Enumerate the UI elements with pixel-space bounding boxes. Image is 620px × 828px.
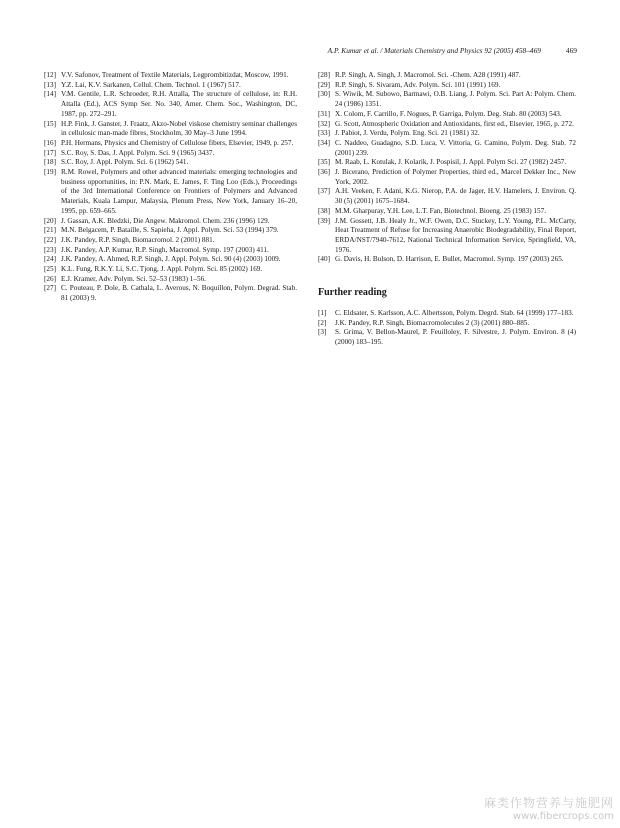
- running-title: A.P. Kumar et al. / Materials Chemistry and Physics 92 (2005) 458–469: [327, 46, 541, 55]
- right-column: [318, 71, 576, 348]
- reference-number: [34]: [318, 138, 330, 147]
- watermark-chinese: 麻类作物营养与施肥网: [483, 796, 614, 810]
- reference-number: [27]: [44, 284, 56, 293]
- reference-text: J. Pabiot, J. Verdu, Polym. Eng. Sci. 21 (1981) 32.: [335, 129, 480, 138]
- reference-text: S.C. Roy, J. Appl. Polym. Sci. 6 (1962) 541.: [61, 158, 189, 167]
- reference-text: R.P. Singh, A. Singh, J. Macromol. Sci. -Chem. A28 (1991) 487.: [335, 71, 521, 79]
- reference-item: [44, 275, 297, 285]
- reference-item: [318, 168, 576, 187]
- reference-number: [24]: [44, 255, 56, 264]
- reference-item: [44, 120, 297, 139]
- reference-item: [44, 90, 297, 119]
- watermark-url: www.fibercrops.com: [512, 811, 614, 822]
- reference-item: [44, 149, 297, 159]
- reference-text: J.K. Pandey, A. Ahmed, R.P. Singh, J. Appl. Polym. Sci. 90 (4) (2003) 1009.: [61, 255, 281, 264]
- reference-text: J.K. Pandey, R.P. Singh, Biomacromolecules 2 (3) (2001) 880–885.: [335, 318, 530, 327]
- reference-item: [318, 139, 576, 158]
- reference-item: [318, 129, 576, 139]
- reference-number: [14]: [44, 90, 56, 99]
- reference-text: G. Scott, Atmospheric Oxidation and Antioxidants, first ed., Elsevier, 1965, p. 272.: [335, 119, 574, 128]
- reference-item: [318, 110, 576, 120]
- reference-number: [40]: [318, 255, 330, 264]
- reference-number: [3]: [318, 328, 327, 337]
- reference-number: [2]: [318, 318, 327, 327]
- reference-number: [25]: [44, 265, 56, 274]
- reference-number: [26]: [44, 274, 56, 283]
- page-header: [44, 46, 577, 58]
- reference-item: [44, 236, 297, 246]
- reference-number: [1]: [318, 309, 327, 318]
- reference-text: S.C. Roy, S. Das, J. Appl. Polym. Sci. 9 (1965) 3437.: [61, 148, 215, 157]
- reference-number: [21]: [44, 226, 56, 235]
- reference-item: [44, 255, 297, 265]
- reference-text: R.M. Rowel, Polymers and other advanced materials: emerging technologies and business opportunities, in: P.N. Mark, E. James, F. Ting Loo (Eds.), Proceedings of the 3rd International Conference on Frontiers of Polymers and Advanced Materials, Kuala Lampur, Malaysia, Plenum Press, New York, January 16–20, 1995, pp. 659–665.: [61, 168, 297, 215]
- reference-item: [318, 319, 576, 329]
- reference-item: [44, 168, 297, 217]
- reference-item: [318, 187, 576, 206]
- reference-item: [318, 255, 576, 265]
- reference-text: M.N. Belgacem, P. Bataille, S. Sapieha, J. Appl. Polym. Sci. 53 (1994) 379.: [61, 226, 279, 235]
- further-reading-title: Further reading: [318, 287, 387, 299]
- reference-text: M.M. Gharpuray, Y.H. Lee, L.T. Fan, Biotechnol. Bioeng. 25 (1983) 157.: [335, 206, 546, 215]
- reference-text: J.M. Gossett, J.B. Healy Jr., W.F. Owen, D.C. Stuckey, L.Y. Young, P.L. McCarty, Heat Treatment of Refuse for Increasing Anaerobic Biodegradability, Final Report, ERDA/NST/7940-7612, National Technical Information Service, Springfield, VA, 1976.: [335, 216, 576, 254]
- reference-number: [31]: [318, 109, 330, 118]
- reference-item: [318, 81, 576, 91]
- reference-item: [318, 90, 576, 109]
- reference-text: J. Bicerano, Prediction of Polymer Properties, third ed., Marcel Dekker Inc., New York, 2002.: [335, 168, 576, 186]
- reference-number: [29]: [318, 80, 330, 89]
- reference-item: [44, 217, 297, 227]
- reference-number: [13]: [44, 80, 56, 89]
- reference-item: [318, 217, 576, 256]
- reference-text: Y.Z. Lai, K.V. Sarkanen, Cellul. Chem. Technol. 1 (1967) 517.: [61, 80, 241, 89]
- reference-number: [38]: [318, 206, 330, 215]
- reference-item: [318, 71, 576, 81]
- reference-text: R.P. Singh, S. Sivaram, Adv. Polym. Sci. 101 (1991) 169.: [335, 80, 501, 89]
- reference-number: [18]: [44, 158, 56, 167]
- reference-text: P.H. Hermans, Physics and Chemistry of Cellulose fibers, Elsevier, 1949, p. 257.: [61, 138, 294, 147]
- reference-number: [32]: [318, 119, 330, 128]
- page-number: 469: [565, 46, 577, 55]
- reference-number: [35]: [318, 158, 330, 167]
- reference-text: V.M. Gentile, L.R. Schroeder, R.H. Attalla, The structure of cellulose, in: R.H. Attalla (Ed.), ACS Symp Ser. No. 340, Amer. Chem. Soc., Washington, DC, 1987, pp. 272–291.: [61, 90, 297, 118]
- reference-number: [39]: [318, 216, 330, 225]
- reference-number: [28]: [318, 71, 330, 79]
- reference-item: [318, 207, 576, 217]
- reference-text: C. Eldsater, S. Karlsson, A.C. Albertsson, Polym. Degrd. Stab. 64 (1999) 177–183.: [335, 309, 574, 318]
- reference-item: [318, 120, 576, 130]
- reference-number: [12]: [44, 71, 56, 79]
- reference-number: [33]: [318, 129, 330, 138]
- reference-text: S. Wiwik, M. Subowo, Barmawi, O.B. Liang, J. Polym. Sci. Part A: Polym. Chem. 24 (1986) 1351.: [335, 90, 576, 109]
- reference-number: [20]: [44, 216, 56, 225]
- reference-number: [17]: [44, 148, 56, 157]
- watermark: [484, 794, 614, 822]
- reference-text: K.L. Fung, R.K.Y. Li, S.C. Tjong, J. Appl. Polym. Sci. 85 (2002) 169.: [61, 265, 263, 274]
- reference-list-right: [318, 71, 576, 265]
- reference-item: [44, 158, 297, 168]
- reference-item: [44, 265, 297, 275]
- reference-text: J.K. Pandey, R.P. Singh, Biomacromol. 2 (2001) 881.: [61, 235, 215, 244]
- reference-text: E.J. Kramer, Adv. Polym. Sci. 52–53 (1983) 1–56.: [61, 274, 206, 283]
- reference-item: [44, 284, 297, 303]
- reference-number: [22]: [44, 235, 56, 244]
- reference-item: [44, 246, 297, 256]
- reference-number: [19]: [44, 168, 56, 177]
- reference-number: [36]: [318, 168, 330, 177]
- reference-item: [318, 158, 576, 168]
- reference-text: J. Gassan, A.K. Bledzki, Die Angew. Makromol. Chem. 236 (1996) 129.: [61, 216, 270, 225]
- reference-number: [16]: [44, 138, 56, 147]
- reference-item: [318, 309, 576, 319]
- reference-item: [44, 139, 297, 149]
- reference-item: [44, 81, 297, 91]
- reference-text: M. Raab, L. Kotulak, J. Kolarik, J. Pospisil, J. Appl. Polym Sci. 27 (1982) 2457.: [335, 158, 567, 167]
- reference-item: [318, 328, 576, 347]
- reference-number: [30]: [318, 90, 330, 99]
- reference-text: H.P. Fink, J. Ganster, J. Fraatz, Akzo-Nobel viskose chemistry seminar challenges in cellulosic man-made fibres, Stockholm, 30 May–3 June 1994.: [61, 119, 297, 138]
- reference-item: [44, 226, 297, 236]
- reference-item: [44, 71, 297, 81]
- reference-number: [23]: [44, 245, 56, 254]
- reference-number: [15]: [44, 119, 56, 128]
- reference-text: A.H. Veeken, F. Adani, K.G. Nierop, P.A. de Jager, H.V. Hamelers, J. Environ. Q. 30 (5) (2001) 1675–1684.: [335, 187, 576, 206]
- reference-text: X. Colom, F. Carrillo, F. Nogues, P. Garriga, Polym. Deg. Stab. 80 (2003) 543.: [335, 109, 562, 118]
- reference-text: G. Davis, H. Bulson, D. Harrison, E. Bullet, Macromol. Symp. 197 (2003) 265.: [335, 255, 564, 264]
- reference-text: C. Naddeo, Guadagno, S.D. Luca, V. Vittoria, G. Camino, Polym. Deg. Stab. 72 (2001) 239.: [335, 138, 576, 157]
- reference-text: S. Grima, V. Bellon-Maurel, P. Feuilloley, F. Silvestre, J. Polym. Environ. 8 (4) (2000) 183–195.: [335, 328, 576, 347]
- further-reading-list: [318, 309, 576, 348]
- reference-text: V.V. Safonov, Treatment of Textile Materials, Legprombitizdat, Moscow, 1991.: [61, 71, 289, 79]
- reference-text: J.K. Pandey, A.P. Kumar, R.P. Singh, Macromol. Symp. 197 (2003) 411.: [61, 245, 269, 254]
- reference-text: C. Pouteau, P. Dole, B. Cathala, L. Averous, N. Boquillon, Polym. Degrad. Stab. 81 (2003) 9.: [61, 284, 297, 303]
- reference-number: [37]: [318, 187, 330, 196]
- left-column: [44, 71, 297, 304]
